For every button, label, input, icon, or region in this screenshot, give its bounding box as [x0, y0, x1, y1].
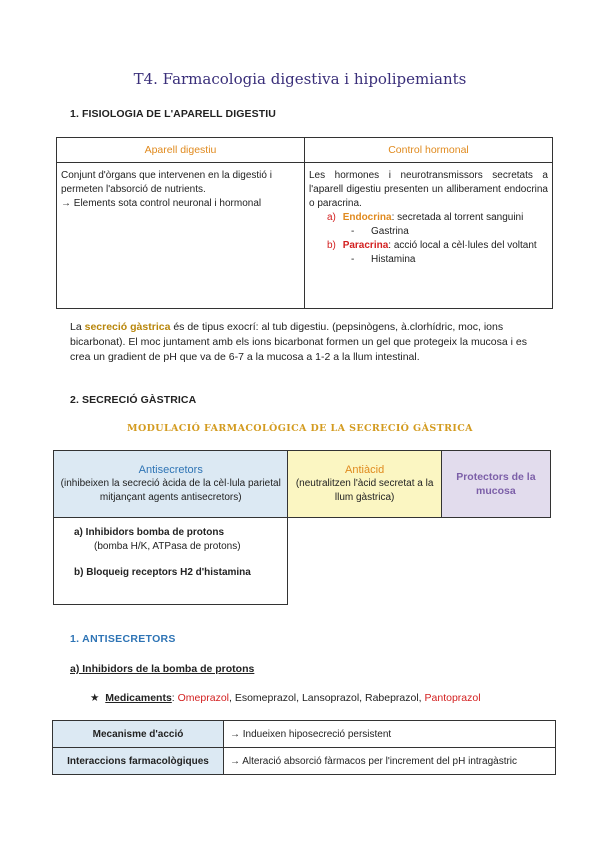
sub-item-gastrina: - Gastrina	[351, 226, 409, 237]
cell-aparell	[57, 163, 305, 309]
row-key: Mecanisme d'acció	[53, 721, 224, 748]
list-item-ibp: a) Inhibidors bomba de protons	[74, 527, 224, 538]
list-item-text: : secretada al torrent sanguini	[391, 212, 524, 223]
star-bullet-icon: ★	[90, 692, 100, 704]
physiology-table	[56, 137, 553, 309]
page-title: T4. Farmacologia digestiva i hipolipemiants	[133, 70, 467, 88]
section-heading-antisecretors: 1. ANTISECRETORS	[70, 633, 176, 645]
protectors-header: Protectors de la mucosa	[456, 471, 536, 497]
subheading-ibp: a) Inhibidors de la bomba de protons	[70, 663, 255, 675]
list-marker: a)	[327, 212, 336, 223]
row-value: → Alteració absorció fàrmacos per l'increment del pH intragàstric	[224, 748, 556, 775]
med-pantoprazol: Pantoprazol	[424, 692, 481, 704]
section-heading-secretion: 2. SECRECIÓ GÀSTRICA	[70, 394, 197, 406]
antiacid-description: (neutralitzen l'àcid secretat a la llum gàstrica)	[295, 478, 434, 503]
list-item-ibp-detail: (bomba H/K, ATPasa de protons)	[94, 541, 241, 552]
antisecretors-description: (inhibeixen la secreció àcida de la cèl·lula parietal mitjançant agents antisecretors)	[60, 478, 281, 503]
antisecretors-list	[54, 518, 288, 605]
col-protectors	[441, 451, 550, 518]
empty-cell	[288, 518, 551, 605]
aparell-definition: Conjunt d'òrgans que intervenen en la digestió i permeten l'absorció de nutrients.	[61, 170, 272, 195]
medications-line	[90, 692, 481, 704]
table-row	[53, 748, 556, 775]
modulation-table	[53, 450, 551, 605]
medications-colon: :	[171, 692, 178, 704]
section-heading-physiology: 1. FISIOLOGIA DE L'APARELL DIGESTIU	[70, 108, 276, 120]
modulation-subtitle: MODULACIÓ FARMACOLÒGICA DE LA SECRECIÓ GÀSTRICA	[127, 423, 473, 434]
list-item-h2: b) Bloqueig receptors H2 d'histamina	[74, 567, 251, 578]
list-item-text: : acció local a cèl·lules del voltant	[388, 240, 537, 251]
ibp-properties-table	[52, 720, 556, 775]
col-header-control: Control hormonal	[305, 138, 553, 163]
row-value: → Indueixen hiposecreció persistent	[224, 721, 556, 748]
term-secrecio-gastrica: secreció gàstrica	[84, 321, 171, 333]
row-key: Interaccions farmacològiques	[53, 748, 224, 775]
list-marker: b)	[327, 240, 336, 251]
med-omeprazol: Omeprazol	[177, 692, 229, 704]
cell-control	[305, 163, 553, 309]
col-antisecretors	[54, 451, 288, 518]
para-text: és de tipus exocrí: al tub digestiu. (pepsinògens, à.clorhídric, moc, ions bicarbonat). El moc juntament amb els ions bicarbonat formen un gel que protegeix la mucosa i es crea un gradient de pH que va de 6-7 a la mucosa a 1-2 a la llum intestinal.	[70, 321, 527, 363]
med-list: , Esomeprazol, Lansoprazol, Rabeprazol,	[229, 692, 425, 704]
list-item-endocrina	[309, 211, 548, 225]
antiacid-header: Antiàcid	[345, 464, 385, 476]
antisecretors-header: Antisecretors	[138, 464, 203, 476]
aparell-control-note: → Elements sota control neuronal i hormonal	[61, 198, 262, 209]
term-endocrina: Endocrina	[342, 212, 392, 223]
table-row	[53, 721, 556, 748]
col-header-aparell: Aparell digestiu	[57, 138, 305, 163]
list-item-paracrina	[309, 239, 548, 253]
col-antiacid	[288, 451, 441, 518]
medications-label: Medicaments	[105, 692, 172, 704]
para-text: La	[70, 321, 85, 333]
sub-item-histamina: - Histamina	[351, 254, 416, 265]
gastric-secretion-paragraph	[70, 320, 536, 365]
term-paracrina: Paracrina	[342, 240, 389, 251]
control-intro: Les hormones i neurotransmissors secretats a l'aparell digestiu presenten un alliberament endocrina o paracrina.	[309, 170, 548, 209]
